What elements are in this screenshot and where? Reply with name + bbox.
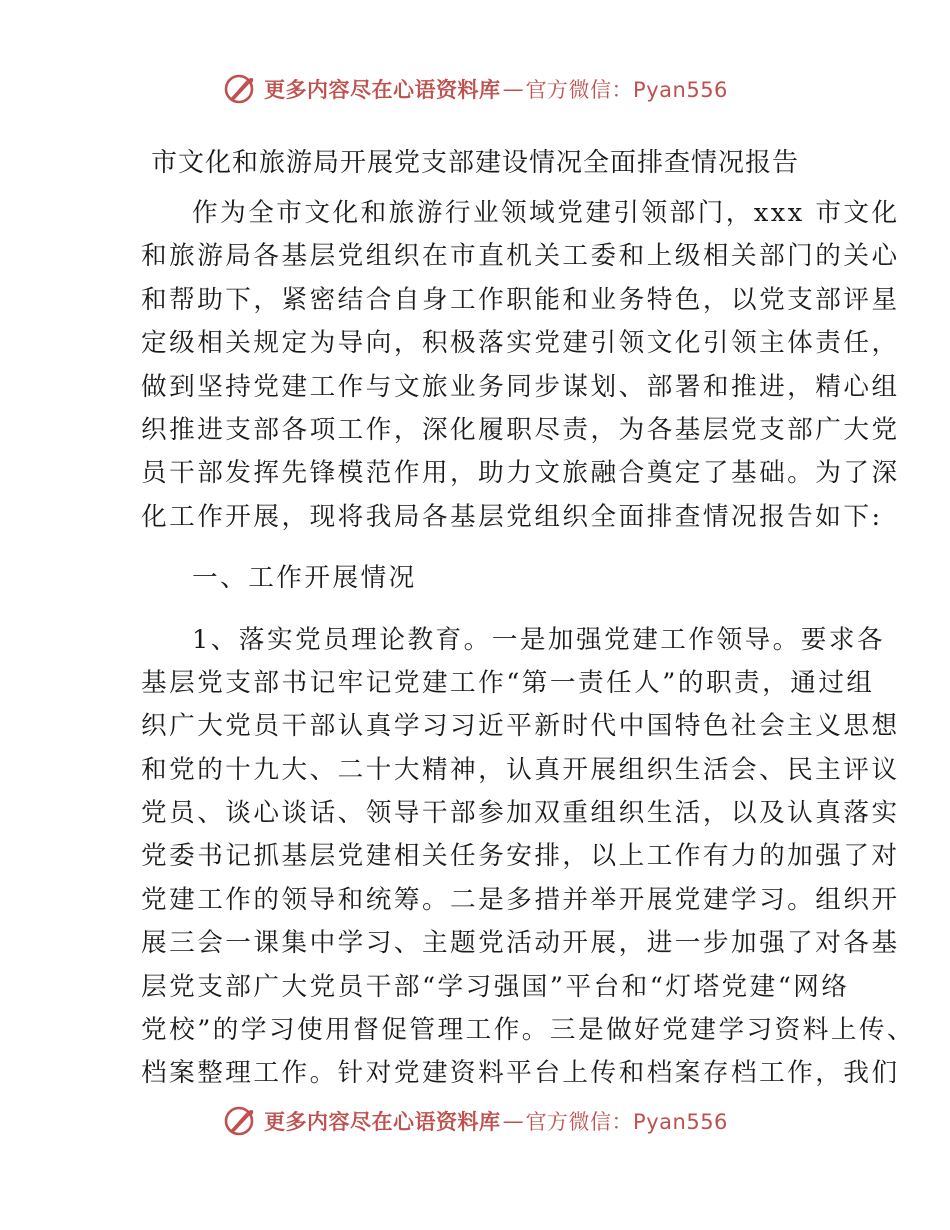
paragraph-line: 基层党支部书记牢记党建工作“第一责任人”的职责，通过组 <box>141 667 875 698</box>
paragraph-line: 1、落实党员理论教育。一是加强党建工作领导。要求各 <box>192 624 886 655</box>
paragraph-line: 作为全市文化和旅游行业领域党建引领部门，xxx 市文化 <box>192 198 900 228</box>
quill-logo-icon <box>222 72 256 106</box>
paragraph-line: 党员、谈心谈话、领导干部参加双重组织生活，以及认真落实 <box>141 798 900 829</box>
section-heading: 一、工作开展情况 <box>192 563 417 594</box>
paragraph-line: 织推进支部各项工作，深化履职尽责，为各基层党支部广大党 <box>141 414 900 445</box>
paragraph-line: 织广大党员干部认真学习习近平新时代中国特色社会主义思想 <box>141 711 900 742</box>
watermark-brand-text: 更多内容尽在心语资料库 <box>264 78 501 102</box>
paragraph-line: 党委书记抓基层党建相关任务安排，以上工作有力的加强了对 <box>141 841 900 872</box>
paragraph-line: 和帮助下，紧密结合自身工作职能和业务特色，以党支部评星 <box>141 284 900 315</box>
header-watermark <box>0 72 950 106</box>
watermark-separator: — <box>502 77 524 101</box>
paragraph-line: 层党支部广大党员干部“学习强国”平台和“灯塔党建“网络 <box>141 971 850 1002</box>
paragraph-line: 定级相关规定为导向，积极落实党建引领文化引领主体责任， <box>141 328 900 359</box>
watermark-brand-text: 更多内容尽在心语资料库 <box>264 1110 501 1134</box>
watermark-separator: — <box>502 1109 524 1133</box>
paragraph-line: 化工作开展，现将我局各基层党组织全面排查情况报告如下: <box>141 501 883 532</box>
paragraph-line: 员干部发挥先锋模范作用，助力文旅融合奠定了基础。为了深 <box>141 458 900 489</box>
document-title: 市文化和旅游局开展党支部建设情况全面排查情况报告 <box>150 148 799 178</box>
paragraph-line: 档案整理工作。针对党建资料平台上传和档案存档工作，我们 <box>141 1058 900 1089</box>
paragraph-line: 党建工作的领导和统筹。二是多措并举开展党建学习。组织开 <box>141 884 900 915</box>
paragraph-line: 和党的十九大、二十大精神，认真开展组织生活会、民主评议 <box>141 754 900 785</box>
document-body <box>141 192 916 1096</box>
paragraph-line: 展三会一课集中学习、主题党活动开展，进一步加强了对各基 <box>141 928 900 959</box>
paragraph-line: 做到坚持党建工作与文旅业务同步谋划、部署和推进，精心组 <box>141 371 900 402</box>
paragraph-line: 党校”的学习使用督促管理工作。三是做好党建学习资料上传、 <box>141 1015 916 1046</box>
quill-logo-icon <box>222 1104 256 1138</box>
paragraph-line: 和旅游局各基层党组织在市直机关工委和上级相关部门的关心 <box>141 241 900 272</box>
watermark-wechat-text: 官方微信：Pyan556 <box>525 78 728 102</box>
footer-watermark <box>0 1104 950 1138</box>
watermark-wechat-text: 官方微信：Pyan556 <box>525 1110 728 1134</box>
